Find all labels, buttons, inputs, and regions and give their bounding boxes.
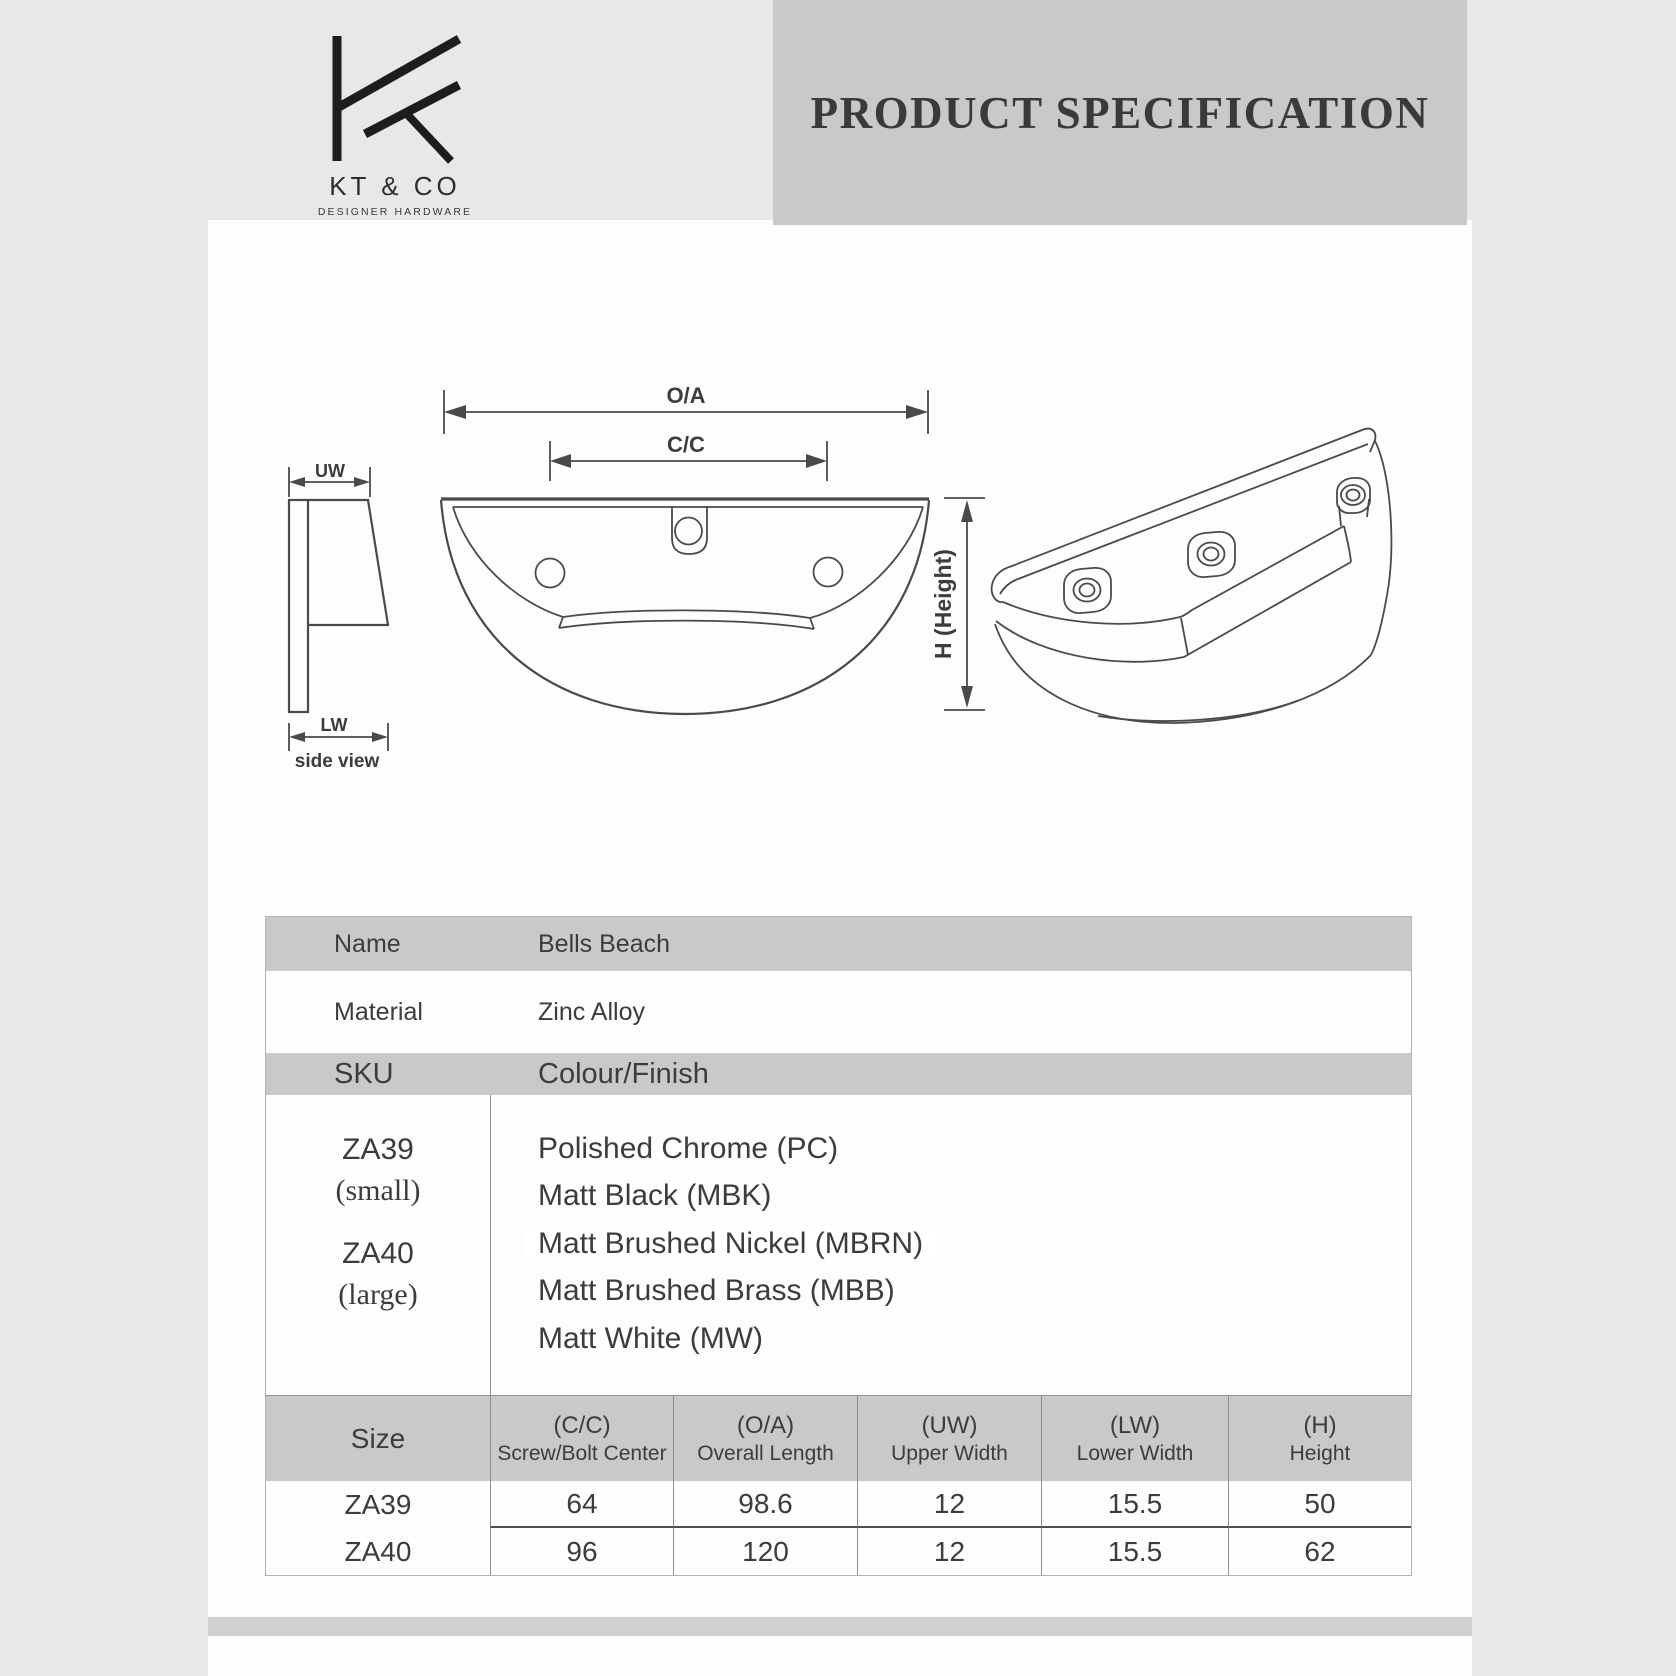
spec-table	[265, 916, 1412, 1576]
material-value: Zinc Alloy	[538, 997, 645, 1026]
finish-text: Polished Chrome (PC)	[538, 1131, 839, 1165]
row-sku: ZA39	[344, 1488, 412, 1520]
finish-option	[538, 1220, 1411, 1268]
side-cup-profile	[308, 500, 388, 625]
column-name: Height	[1289, 1441, 1351, 1465]
uw-label: UW	[315, 461, 345, 481]
front-band-lower	[996, 562, 1351, 662]
sku-finish-body	[266, 1095, 1411, 1395]
sku-header-row	[266, 1053, 1411, 1095]
finish-text: Matt Brushed Brass (MBB)	[538, 1274, 895, 1308]
column-abbr: (C/C)	[553, 1411, 611, 1439]
h-arrow-bottom	[961, 686, 973, 708]
boss-plate-mid	[1188, 532, 1235, 577]
finish-option	[538, 1125, 1411, 1173]
row-sku: ZA40	[344, 1535, 412, 1567]
front-band-right	[1344, 526, 1351, 562]
column-abbr: (LW)	[1109, 1411, 1161, 1439]
boss-mid-outer	[1198, 543, 1225, 566]
lw-arrow-right	[372, 732, 388, 742]
logo-tagline: DESIGNER HARDWARE	[317, 206, 473, 218]
value-cell: 15.5	[1041, 1528, 1228, 1575]
sku-code: ZA39	[342, 1133, 414, 1166]
logo-wordmark: KT & CO	[329, 171, 461, 201]
bowl-outer-arc	[995, 624, 1371, 723]
boss-right-hole	[1347, 490, 1360, 501]
lw-arrow-left	[289, 732, 305, 742]
front-left-screw-hole	[536, 559, 565, 588]
column-name: Overall Length	[697, 1441, 834, 1465]
column-abbr: (O/A)	[736, 1411, 795, 1439]
finish-text: Matt Brushed Nickel (MBRN)	[524, 1227, 937, 1261]
front-lip-lower	[559, 621, 814, 629]
value-cell: 96	[490, 1528, 673, 1575]
kt-monogram-icon	[315, 30, 475, 165]
finish-text: Matt Black (MBK)	[538, 1179, 772, 1213]
value-cell: 64	[490, 1481, 673, 1528]
boss-right-outer	[1341, 485, 1365, 505]
size-header-cell	[857, 1396, 1041, 1481]
perspective-view-drawing	[992, 429, 1392, 723]
column-abbr: (UW)	[921, 1411, 978, 1439]
size-header-row	[266, 1395, 1411, 1481]
material-row	[266, 971, 1411, 1053]
size-header-cell	[1228, 1396, 1411, 1481]
size-header-cell	[673, 1396, 857, 1481]
sku-column	[266, 1095, 490, 1395]
rim-inner-edge	[1000, 444, 1368, 594]
oa-label: O/A	[666, 383, 706, 408]
technical-drawing	[250, 355, 1400, 785]
name-value: Bells Beach	[538, 929, 671, 958]
cc-label: C/C	[667, 432, 705, 457]
logo-crossbar	[365, 85, 459, 134]
rim-outer-edge	[992, 429, 1375, 585]
finish-option	[538, 1268, 1411, 1316]
size-header-cell	[266, 1396, 490, 1481]
finish-option	[538, 1173, 1411, 1221]
cc-arrow-right	[806, 454, 827, 468]
value-cell: 62	[1228, 1528, 1411, 1575]
back-disc-edge	[1371, 441, 1391, 655]
front-band-corner	[1181, 618, 1188, 655]
column-name: Screw/Bolt Center	[497, 1441, 667, 1465]
name-label: Name	[334, 929, 401, 958]
front-view-drawing	[441, 383, 985, 714]
brand-logo	[315, 30, 475, 220]
sku-size-note: (small)	[335, 1174, 421, 1207]
boss-left-hole	[1080, 584, 1095, 597]
finish-option	[538, 1315, 1411, 1363]
front-right-screw-hole	[814, 558, 843, 587]
size-title: Size	[350, 1422, 406, 1454]
cc-arrow-left	[550, 454, 571, 468]
h-label: H (Height)	[930, 549, 956, 659]
sku-label: SKU	[334, 1057, 394, 1090]
h-arrow-top	[961, 500, 973, 522]
size-header-cell	[490, 1396, 673, 1481]
side-view-drawing	[289, 461, 388, 772]
boss-mid-hole	[1204, 548, 1219, 561]
uw-arrow-right	[354, 477, 370, 487]
header-panel	[773, 0, 1467, 225]
front-lip-upper	[563, 610, 810, 618]
boss-plate-left	[1064, 568, 1111, 613]
bottom-accent-band	[208, 1617, 1472, 1636]
page-title: PRODUCT SPECIFICATION	[810, 87, 1430, 138]
size-header-cell	[1041, 1396, 1228, 1481]
value-cell: 50	[1228, 1481, 1411, 1528]
column-name: Upper Width	[891, 1441, 1008, 1465]
side-backplate	[289, 500, 308, 712]
uw-arrow-left	[289, 477, 305, 487]
finish-text: Matt White (MW)	[538, 1321, 763, 1355]
sku-code: ZA40	[342, 1237, 414, 1270]
value-cell: 98.6	[673, 1481, 857, 1528]
front-center-hole	[675, 518, 702, 545]
value-cell: 120	[673, 1528, 857, 1575]
value-cell: 15.5	[1041, 1481, 1228, 1528]
size-value-row	[266, 1481, 1411, 1528]
material-label: Material	[334, 997, 423, 1026]
oa-arrow-right	[906, 405, 928, 419]
column-name: Lower Width	[1076, 1441, 1194, 1465]
oa-arrow-left	[444, 405, 466, 419]
sku-size-note: (large)	[338, 1278, 418, 1311]
logo-leg	[405, 112, 451, 161]
finish-label: Colour/Finish	[538, 1057, 709, 1090]
tray-floor-edge	[1003, 526, 1344, 624]
value-cell: 12	[857, 1528, 1041, 1575]
front-lip-right	[810, 507, 923, 618]
finish-column	[490, 1095, 1411, 1395]
side-view-caption: side view	[294, 751, 380, 772]
boss-left-outer	[1074, 579, 1101, 602]
column-abbr: (H)	[1303, 1411, 1337, 1439]
value-cell: 12	[857, 1481, 1041, 1528]
lw-label: LW	[320, 715, 348, 735]
size-value-row	[266, 1528, 1411, 1575]
front-outer-arc	[441, 500, 929, 714]
name-row	[266, 917, 1411, 971]
